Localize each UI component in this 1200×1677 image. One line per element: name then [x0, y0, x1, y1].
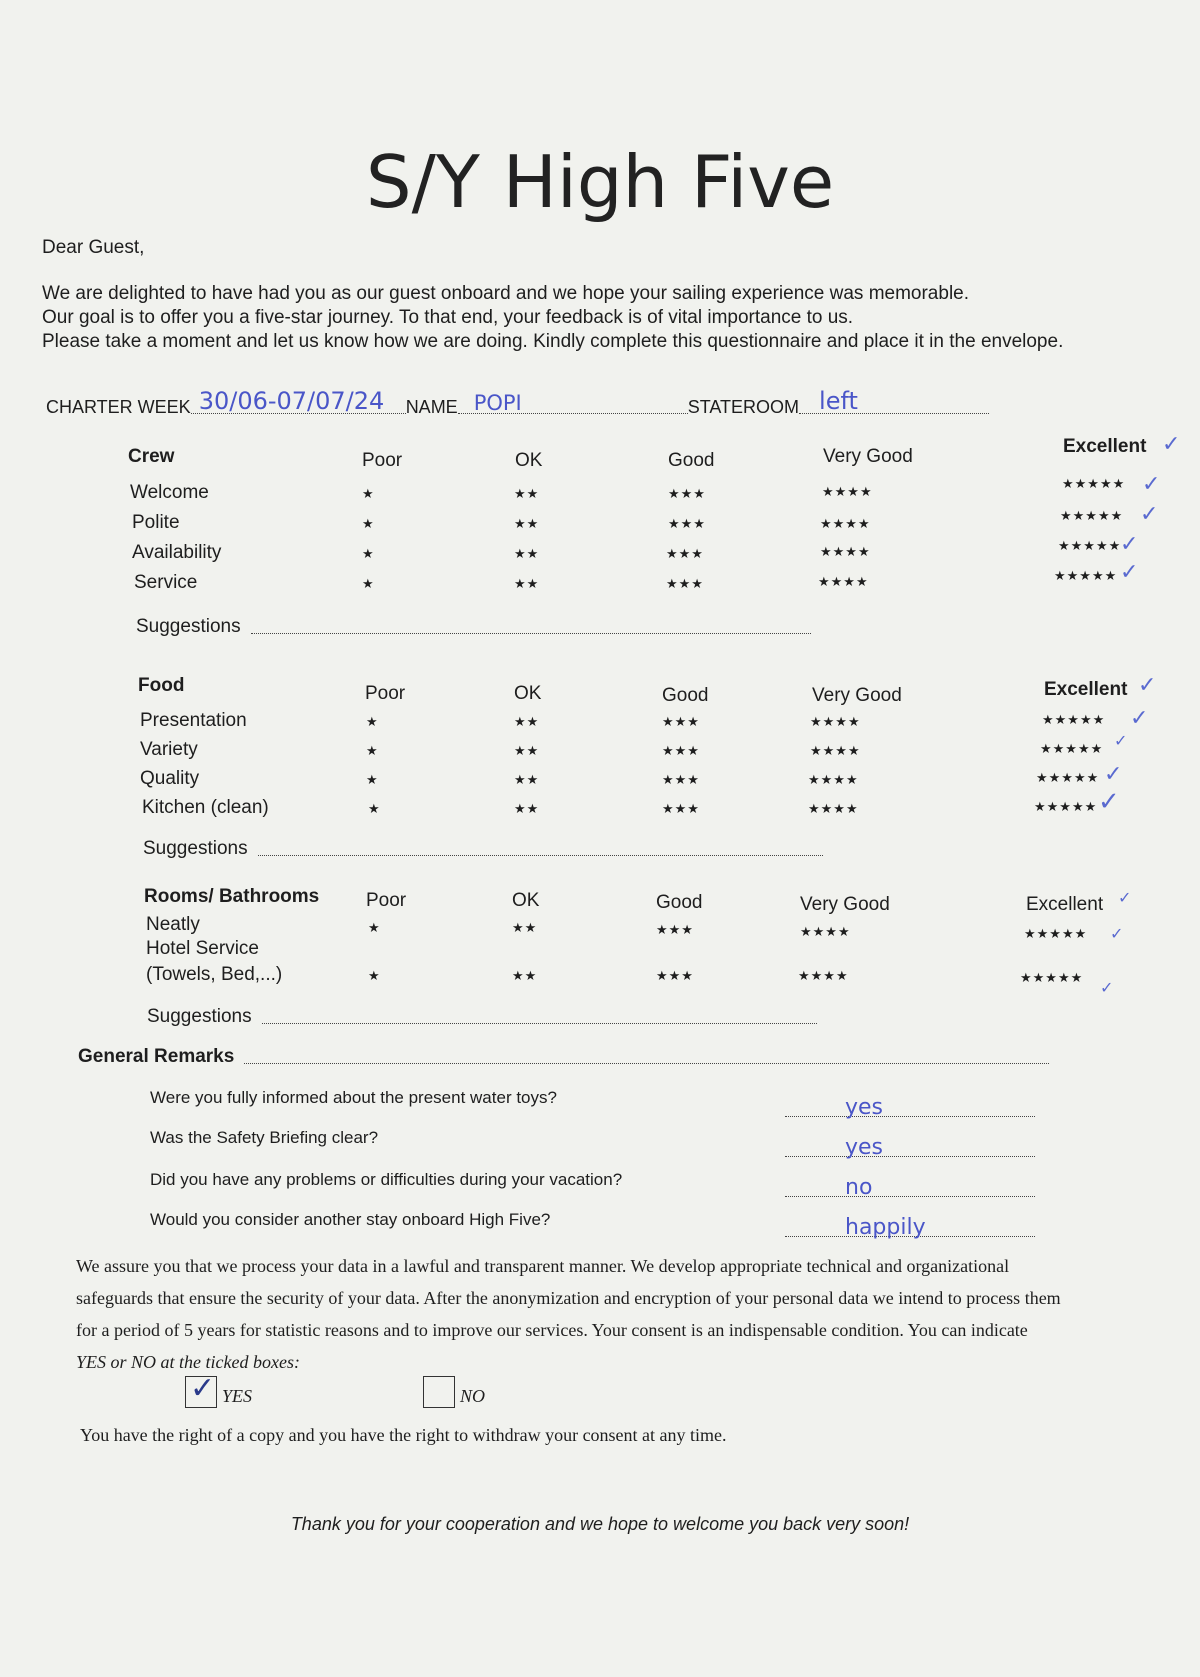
consent-no-label: NO [460, 1386, 486, 1406]
rating-2-star[interactable]: ★★ [512, 968, 538, 983]
name-field[interactable] [458, 383, 688, 414]
crew-row-polite [0, 502, 1200, 542]
intro-line: Please take a moment and let us know how we are doing. Kindly complete this questionnaire and place it in the envelope. [42, 331, 1064, 352]
legal-line: YES or NO at the ticked boxes: [76, 1352, 300, 1372]
food-row-quality [0, 762, 1200, 797]
suggestions-label: Suggestions [136, 616, 241, 637]
rating-4-star[interactable]: ★★★★ [820, 544, 871, 559]
answer-value: happily [845, 1215, 926, 1240]
rating-4-star[interactable]: ★★★★ [810, 743, 861, 758]
rating-2-star[interactable]: ★★ [514, 743, 540, 758]
page-title: S/Y High Five [365, 140, 835, 224]
charter-week-label: CHARTER WEEK [46, 397, 191, 417]
suggestions-line [251, 633, 811, 634]
crew-item-label: Availability [132, 542, 222, 563]
crew-item-label: Polite [132, 512, 180, 533]
rating-5-star[interactable]: ★★★★★ [1034, 799, 1098, 814]
check-mark-icon: ✓ [1098, 787, 1120, 817]
thank-you-note: Thank you for your cooperation and we hope to welcome you back very soon! [290, 1514, 910, 1534]
header-excellent: Excellent [1063, 436, 1147, 457]
greeting: Dear Guest, [42, 237, 145, 258]
rating-2-star[interactable]: ★★ [514, 546, 540, 561]
rating-2-star[interactable]: ★★ [512, 920, 538, 935]
rating-5-star[interactable]: ★★★★★ [1060, 508, 1124, 523]
rating-3-star[interactable]: ★★★ [666, 576, 704, 591]
rating-4-star[interactable]: ★★★★ [800, 924, 851, 939]
rating-1-star[interactable]: ★ [362, 516, 375, 531]
rating-1-star[interactable]: ★ [368, 920, 381, 935]
food-row-presentation [0, 706, 1200, 739]
header-poor: Poor [366, 890, 407, 911]
question-water-toys: Were you fully informed about the present water toys? [150, 1088, 557, 1107]
stateroom-field[interactable] [799, 383, 989, 414]
check-mark-icon: ✓ [1120, 532, 1139, 557]
header-very-good: Very Good [823, 446, 913, 467]
rating-3-star[interactable]: ★★★ [662, 772, 700, 787]
rating-5-star[interactable]: ★★★★★ [1036, 770, 1100, 785]
rating-3-star[interactable]: ★★★ [656, 922, 694, 937]
rating-4-star[interactable]: ★★★★ [810, 714, 861, 729]
rooms-section [0, 886, 1200, 997]
charter-week-value: 30/06-07/07/24 [198, 387, 385, 415]
consent-yes-checkbox[interactable] [185, 1372, 217, 1408]
rating-4-star[interactable]: ★★★★ [822, 484, 873, 499]
crew-heading: Crew [128, 446, 175, 467]
rating-3-star[interactable]: ★★★ [668, 486, 706, 501]
answer-value: no [845, 1175, 873, 1200]
food-item-label: Variety [140, 739, 198, 760]
data-consent-text [76, 1250, 1156, 1378]
rating-5-star[interactable]: ★★★★★ [1062, 476, 1126, 491]
rating-1-star[interactable]: ★ [368, 801, 381, 816]
rating-2-star[interactable]: ★★ [514, 714, 540, 729]
rating-1-star[interactable]: ★ [366, 714, 379, 729]
check-mark-icon: ✓ [1130, 706, 1149, 731]
question-safety-briefing: Was the Safety Briefing clear? [150, 1128, 379, 1147]
rating-1-star[interactable]: ★ [366, 743, 379, 758]
rating-1-star[interactable]: ★ [368, 968, 381, 983]
rating-4-star[interactable]: ★★★★ [808, 772, 859, 787]
check-mark-icon: ✓ [1118, 888, 1132, 907]
legal-line: We assure you that we process your data in a lawful and transparent manner. We develop appropriate technical and organizational [76, 1256, 1010, 1276]
rooms-row-hotel-service [0, 938, 1200, 964]
header-poor: Poor [362, 450, 403, 471]
consent-no-checkbox[interactable] [423, 1376, 455, 1408]
rooms-item-label: (Towels, Bed,...) [146, 964, 283, 985]
rating-1-star[interactable]: ★ [362, 486, 375, 501]
food-row-variety [0, 731, 1200, 768]
header-poor: Poor [365, 683, 406, 704]
answer-field[interactable] [785, 1170, 1035, 1200]
consent-yes-label: YES [222, 1386, 253, 1406]
legal-line: safeguards that ensure the security of your data. After the anonymization and encryption of your personal data we intend to process them [76, 1288, 1061, 1308]
suggestions-label: Suggestions [147, 1006, 252, 1027]
check-mark-icon: ✓ [1140, 502, 1159, 527]
food-section [0, 675, 1200, 826]
rating-5-star[interactable]: ★★★★★ [1020, 970, 1084, 985]
crew-item-label: Welcome [130, 482, 209, 503]
rating-4-star[interactable]: ★★★★ [798, 968, 849, 983]
rating-1-star[interactable]: ★ [362, 576, 375, 591]
check-mark-icon: ✓ [1114, 731, 1128, 750]
rooms-suggestions[interactable] [147, 1006, 817, 1028]
header-good: Good [656, 892, 703, 913]
answer-field[interactable] [785, 1210, 1035, 1240]
question-problems: Did you have any problems or difficulties during your vacation? [150, 1170, 623, 1189]
crew-item-label: Service [134, 572, 198, 593]
name-value: POPI [473, 391, 522, 415]
rating-4-star[interactable]: ★★★★ [808, 801, 859, 816]
crew-suggestions[interactable] [136, 616, 811, 638]
suggestions-line [262, 1023, 817, 1024]
rating-3-star[interactable]: ★★★ [662, 714, 700, 729]
rooms-row-neatly [0, 914, 1200, 943]
rooms-heading: Rooms/ Bathrooms [144, 886, 320, 907]
check-mark-icon: ✓ [1100, 978, 1114, 997]
check-mark-icon: ✓ [1138, 673, 1157, 698]
food-suggestions[interactable] [143, 838, 823, 860]
general-remarks[interactable] [78, 1046, 1049, 1068]
suggestions-line [258, 855, 823, 856]
rating-2-star[interactable]: ★★ [514, 486, 540, 501]
food-row-kitchen [0, 787, 1200, 826]
suggestions-label: Suggestions [143, 838, 248, 859]
general-remarks-line [244, 1063, 1049, 1064]
crew-section [0, 432, 1200, 602]
rating-5-star[interactable]: ★★★★★ [1054, 568, 1118, 583]
rating-5-star[interactable]: ★★★★★ [1040, 741, 1104, 756]
charter-week-field[interactable] [191, 383, 406, 414]
legal-line: for a period of 5 years for statistic reasons and to improve our services. Your consent is an indispensable condition. You can indicate [76, 1320, 1028, 1340]
crew-row-availability [0, 532, 1200, 572]
rooms-item-label: Neatly [146, 914, 200, 935]
food-item-label: Presentation [140, 710, 247, 731]
header-good: Good [662, 685, 709, 706]
rating-3-star[interactable]: ★★★ [656, 968, 694, 983]
rating-4-star[interactable]: ★★★★ [818, 574, 869, 589]
name-label: NAME [405, 397, 458, 417]
header-very-good: Very Good [812, 685, 902, 706]
intro-line: We are delighted to have had you as our guest onboard and we hope your sailing experience was memorable. [42, 283, 970, 304]
header-ok: OK [515, 450, 543, 471]
header-excellent: Excellent [1026, 894, 1104, 915]
answer-field[interactable] [785, 1090, 1035, 1120]
crew-row-service [0, 560, 1200, 602]
food-item-label: Kitchen (clean) [142, 797, 269, 818]
general-remarks-label: General Remarks [78, 1046, 235, 1067]
check-mark-icon: ✓ [190, 1372, 216, 1405]
rooms-row-towels [0, 964, 1200, 997]
question-another-stay: Would you consider another stay onboard High Five? [150, 1210, 551, 1229]
stateroom-value: left [819, 387, 858, 415]
rooms-item-label: Hotel Service [146, 938, 259, 959]
rating-1-star[interactable]: ★ [362, 546, 375, 561]
header-ok: OK [512, 890, 540, 911]
answer-value: yes [845, 1135, 884, 1160]
rating-2-star[interactable]: ★★ [514, 576, 540, 591]
rating-3-star[interactable]: ★★★ [662, 801, 700, 816]
rating-3-star[interactable]: ★★★ [666, 546, 704, 561]
food-heading: Food [138, 675, 185, 696]
rating-2-star[interactable]: ★★ [514, 772, 540, 787]
rating-2-star[interactable]: ★★ [514, 801, 540, 816]
rating-1-star[interactable]: ★ [366, 772, 379, 787]
rating-5-star[interactable]: ★★★★★ [1024, 926, 1088, 941]
intro-line: Our goal is to offer you a five-star journey. To that end, your feedback is of vital importance to us. [42, 307, 854, 328]
rating-3-star[interactable]: ★★★ [662, 743, 700, 758]
rating-4-star[interactable]: ★★★★ [820, 516, 871, 531]
rating-5-star[interactable]: ★★★★★ [1058, 538, 1122, 553]
intro-paragraph [42, 282, 1063, 354]
header-very-good: Very Good [800, 894, 890, 915]
answer-field[interactable] [785, 1130, 1035, 1160]
answer-value: yes [845, 1095, 884, 1120]
header-excellent: Excellent [1044, 679, 1128, 700]
rating-3-star[interactable]: ★★★ [668, 516, 706, 531]
header-good: Good [668, 450, 715, 471]
rating-5-star[interactable]: ★★★★★ [1042, 712, 1106, 727]
check-mark-icon: ✓ [1110, 924, 1124, 943]
check-mark-icon: ✓ [1104, 762, 1123, 787]
check-mark-icon: ✓ [1142, 472, 1161, 497]
charter-meta-row [46, 383, 989, 418]
rights-text: You have the right of a copy and you have the right to withdraw your consent at any time. [80, 1425, 727, 1445]
header-ok: OK [514, 683, 542, 704]
crew-row-welcome [0, 472, 1200, 512]
check-mark-icon: ✓ [1162, 432, 1181, 457]
stateroom-label: STATEROOM [687, 397, 800, 417]
check-mark-icon: ✓ [1120, 560, 1139, 585]
rating-2-star[interactable]: ★★ [514, 516, 540, 531]
food-item-label: Quality [140, 768, 200, 789]
